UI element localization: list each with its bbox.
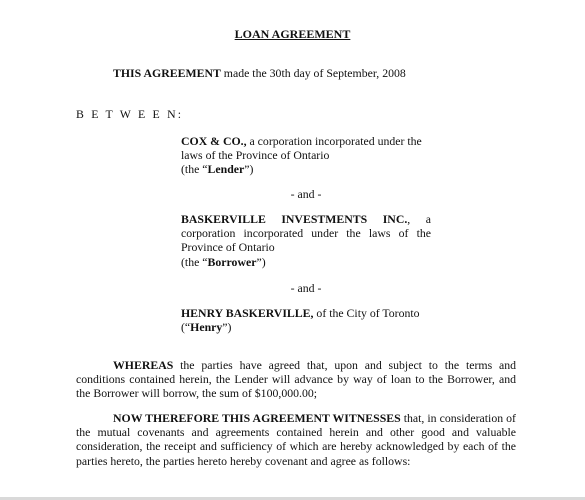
lender-name: COX & CO.,: [181, 134, 247, 148]
between-heading: B E T W E E N:: [76, 107, 184, 121]
lender-role: (the “Lender”): [181, 162, 254, 177]
guarantor-block: [181, 306, 431, 334]
lender-desc-2: laws of the Province of Ontario: [181, 148, 330, 163]
witnesses-lead: NOW THEREFORE THIS AGREEMENT WITNESSES: [113, 411, 401, 425]
dateline-lead: THIS AGREEMENT: [113, 66, 221, 80]
whereas-paragraph: [76, 358, 516, 401]
whereas-lead: WHEREAS: [113, 358, 174, 372]
borrower-role: (the “Borrower”): [181, 254, 266, 269]
guarantor-name: HENRY BASKERVILLE,: [181, 306, 314, 320]
document-title: LOAN AGREEMENT: [234, 27, 351, 41]
witnesses-text: that, in consideration of the mutual covenants and agreements contained herein and other good and valuable consideration, the receipt and sufficiency of which are hereby acknowledged by each of the parties hereto, the parties hereto hereby covenant and agree as follows:: [76, 411, 516, 468]
agreement-dateline: [113, 66, 406, 81]
guarantor-desc: of the City of Toronto: [313, 306, 420, 320]
borrower-name: BASKERVILLE INVESTMENTS INC.: [181, 212, 408, 226]
borrower-desc-2: corporation incorporated under the laws of the: [181, 226, 431, 241]
borrower-desc-3: Province of Ontario: [181, 240, 275, 255]
and-separator-1: - and -: [290, 187, 322, 201]
whereas-text: the parties have agreed that, upon and subject to the terms and conditions contained herein, the Lender will advance by way of loan to the Borrower, and the Borrower will borrow, the sum of $100,000.00;: [76, 358, 516, 401]
borrower-desc-1: , a: [407, 212, 431, 226]
lender-block: [181, 134, 431, 177]
witnesses-paragraph: [76, 411, 516, 468]
borrower-block: [181, 212, 431, 269]
dateline-text: made the 30th day of September, 2008: [220, 66, 406, 80]
and-separator-2: - and -: [290, 281, 322, 295]
guarantor-role: (“Henry”): [181, 320, 232, 335]
lender-desc-1: a corporation incorporated under the: [246, 134, 422, 148]
